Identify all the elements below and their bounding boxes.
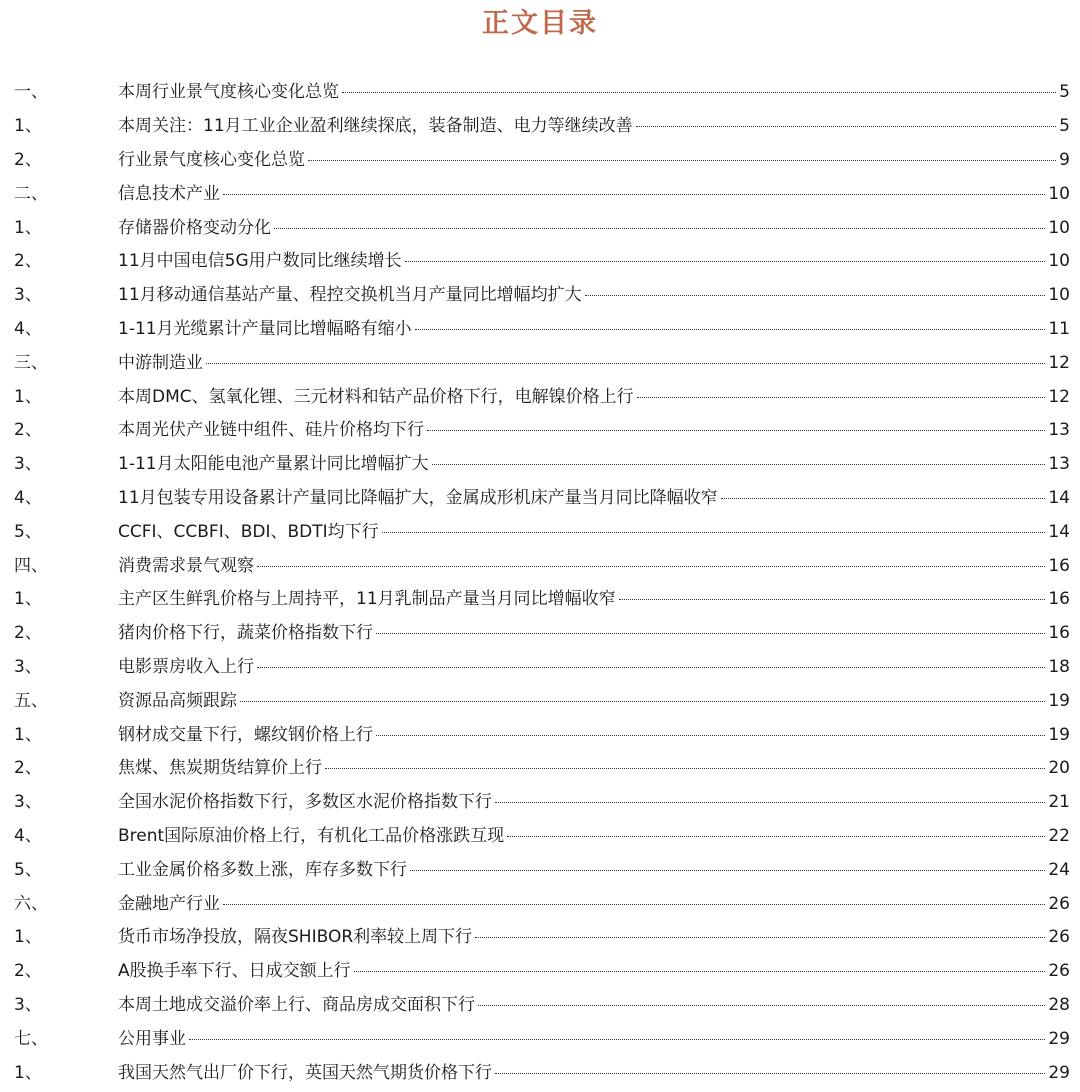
toc-entry[interactable] (14, 850, 1070, 884)
toc-entry-line (118, 415, 1070, 440)
dot-leader (325, 768, 1045, 769)
toc-entry-title[interactable]: A股换手率下行、日成交额上行 (118, 961, 351, 982)
toc-entry-line (118, 584, 1070, 609)
toc-entry[interactable] (14, 715, 1070, 749)
toc-entry-page: 13 (1048, 454, 1070, 475)
toc-entry-page: 5 (1059, 116, 1070, 137)
toc-entry[interactable] (14, 107, 1070, 141)
toc-entry-page: 26 (1048, 893, 1070, 914)
dot-leader (223, 194, 1045, 195)
toc-entry-number: 3、 (14, 792, 42, 813)
toc-entry[interactable] (14, 648, 1070, 682)
toc-entry-line (118, 280, 1070, 305)
dot-leader (206, 363, 1045, 364)
toc-entry-title[interactable]: 电影票房收入上行 (118, 656, 254, 677)
toc-entry-page: 26 (1048, 927, 1070, 948)
dot-leader (415, 329, 1046, 330)
toc-entry[interactable] (14, 479, 1070, 513)
toc-entry-title[interactable]: 消费需求景气观察 (118, 555, 254, 576)
dot-leader (427, 430, 1045, 431)
toc-entry-page: 12 (1048, 352, 1070, 373)
toc-entry[interactable] (14, 1019, 1070, 1053)
toc-entry-number: 3、 (14, 454, 42, 475)
toc-entry-page: 22 (1048, 825, 1070, 846)
toc-entry-line (118, 382, 1070, 407)
toc-entry[interactable] (14, 614, 1070, 648)
toc-entry-number: 2、 (14, 420, 42, 441)
toc-entry-page: 14 (1048, 487, 1070, 508)
toc-entry-title[interactable]: 行业景气度核心变化总览 (118, 149, 305, 170)
toc-entry[interactable] (14, 445, 1070, 479)
toc-entry-page: 13 (1048, 420, 1070, 441)
toc-entry-title[interactable]: 11月移动通信基站产量、程控交换机当月产量同比增幅均扩大 (118, 285, 582, 306)
toc-entry-title[interactable]: 11月中国电信5G用户数同比继续增长 (118, 251, 402, 272)
toc-entry-page: 14 (1048, 521, 1070, 542)
toc-entry-number: 2、 (14, 251, 42, 272)
toc-entry[interactable] (14, 1053, 1070, 1087)
dot-leader (721, 498, 1046, 499)
dot-leader (274, 228, 1045, 229)
toc-entry-page: 9 (1059, 149, 1070, 170)
toc-entry-number: 2、 (14, 961, 42, 982)
dot-leader (189, 1039, 1045, 1040)
dot-leader (376, 633, 1045, 634)
dot-leader (478, 1005, 1045, 1006)
toc-entry-title[interactable]: 1-11月光缆累计产量同比增幅略有缩小 (118, 318, 412, 339)
toc-entry-page: 12 (1048, 386, 1070, 407)
toc-entry[interactable] (14, 276, 1070, 310)
toc-entry[interactable] (14, 817, 1070, 851)
dot-leader (257, 566, 1045, 567)
toc-entry-page: 21 (1048, 792, 1070, 813)
toc-entry-page: 10 (1048, 217, 1070, 238)
toc-entry-page: 19 (1048, 724, 1070, 745)
toc-entry[interactable] (14, 580, 1070, 614)
toc-entry[interactable] (14, 377, 1070, 411)
toc-entry-number: 六、 (14, 893, 48, 914)
dot-leader (376, 735, 1045, 736)
toc-entry-number: 1、 (14, 116, 42, 137)
toc-entry-page: 16 (1048, 623, 1070, 644)
toc-entry-page: 16 (1048, 589, 1070, 610)
toc-entry-page: 11 (1048, 318, 1070, 339)
toc-entry[interactable] (14, 986, 1070, 1020)
toc-entry[interactable] (14, 411, 1070, 445)
toc-entry-number: 2、 (14, 149, 42, 170)
toc-entry-title[interactable]: 存储器价格变动分化 (118, 217, 271, 238)
toc-entry-line (118, 821, 1070, 846)
toc-entry-line (118, 314, 1070, 339)
table-of-contents (14, 73, 1070, 1087)
toc-entry[interactable] (14, 73, 1070, 107)
toc-entry-page: 20 (1048, 758, 1070, 779)
toc-entry-line (118, 956, 1070, 981)
toc-entry-line (118, 1058, 1070, 1083)
toc-entry[interactable] (14, 681, 1070, 715)
dot-leader (308, 160, 1056, 161)
toc-entry-title[interactable]: CCFI、CCBFI、BDI、BDTI均下行 (118, 521, 379, 542)
toc-entry-page: 24 (1048, 859, 1070, 880)
toc-entry-title[interactable]: 焦煤、焦炭期货结算价上行 (118, 758, 322, 779)
toc-entry-line (118, 720, 1070, 745)
toc-entry-number: 1、 (14, 589, 42, 610)
toc-entry-line (118, 990, 1070, 1015)
toc-entry-line (118, 922, 1070, 947)
toc-entry-page: 5 (1059, 82, 1070, 103)
toc-entry[interactable] (14, 242, 1070, 276)
toc-entry-title[interactable]: 公用事业 (118, 1028, 186, 1049)
toc-entry-number: 五、 (14, 690, 48, 711)
dot-leader (410, 870, 1045, 871)
dot-leader (405, 261, 1046, 262)
toc-entry-line (118, 686, 1070, 711)
toc-entry-line (118, 753, 1070, 778)
toc-entry-title[interactable]: 信息技术产业 (118, 183, 220, 204)
toc-entry-number: 二、 (14, 183, 48, 204)
dot-leader (636, 126, 1057, 127)
toc-entry-title[interactable]: 我国天然气出厂价下行，英国天然气期货价格下行 (118, 1062, 492, 1083)
toc-entry[interactable] (14, 783, 1070, 817)
toc-entry-line (118, 213, 1070, 238)
toc-entry-line (118, 618, 1070, 643)
toc-entry-title[interactable]: 本周光伏产业链中组件、硅片价格均下行 (118, 420, 424, 441)
toc-entry-line (118, 652, 1070, 677)
toc-entry-title[interactable]: Brent国际原油价格上行，有机化工品价格涨跌互现 (118, 825, 505, 846)
toc-entry-line (118, 449, 1070, 474)
toc-entry-line (118, 77, 1070, 102)
toc-entry-page: 29 (1048, 1062, 1070, 1083)
toc-entry[interactable] (14, 546, 1070, 580)
toc-entry-number: 4、 (14, 487, 42, 508)
toc-entry-number: 3、 (14, 285, 42, 306)
toc-entry-title[interactable]: 本周DMC、氢氧化锂、三元材料和钴产品价格下行，电解镍价格上行 (118, 386, 634, 407)
toc-entry-number: 1、 (14, 724, 42, 745)
toc-entry[interactable] (14, 343, 1070, 377)
toc-entry[interactable] (14, 141, 1070, 175)
toc-entry-number: 3、 (14, 994, 42, 1015)
toc-entry-title[interactable]: 11月包装专用设备累计产量同比降幅扩大，金属成形机床产量当月同比降幅收窄 (118, 487, 718, 508)
toc-entry-page: 28 (1048, 994, 1070, 1015)
dot-leader (495, 802, 1045, 803)
toc-entry-line (118, 889, 1070, 914)
toc-entry-title[interactable]: 金融地产行业 (118, 893, 220, 914)
toc-entry-page: 18 (1048, 656, 1070, 677)
toc-entry-number: 一、 (14, 82, 48, 103)
toc-entry-line (118, 517, 1070, 542)
toc-entry-line (118, 855, 1070, 880)
toc-entry-line (118, 551, 1070, 576)
toc-entry-number: 1、 (14, 1062, 42, 1083)
page-title: 正文目录 (482, 8, 598, 39)
toc-entry-number: 1、 (14, 927, 42, 948)
dot-leader (585, 295, 1046, 296)
toc-entry-title[interactable]: 本周土地成交溢价率上行、商品房成交面积下行 (118, 994, 475, 1015)
dot-leader (475, 937, 1045, 938)
toc-entry-page: 19 (1048, 690, 1070, 711)
toc-entry-number: 四、 (14, 555, 48, 576)
toc-entry-title[interactable]: 资源品高频跟踪 (118, 690, 237, 711)
toc-entry[interactable] (14, 512, 1070, 546)
dot-leader (619, 599, 1046, 600)
toc-entry-page: 10 (1048, 183, 1070, 204)
toc-entry-line (118, 1024, 1070, 1049)
toc-entry-title[interactable]: 本周关注：11月工业企业盈利继续探底，装备制造、电力等继续改善 (118, 116, 633, 137)
dot-leader (507, 836, 1045, 837)
toc-entry-title[interactable]: 猪肉价格下行，蔬菜价格指数下行 (118, 623, 373, 644)
dot-leader (495, 1073, 1045, 1074)
toc-entry-number: 3、 (14, 656, 42, 677)
toc-entry-page: 16 (1048, 555, 1070, 576)
toc-entry[interactable] (14, 884, 1070, 918)
dot-leader (432, 464, 1046, 465)
dot-leader (342, 92, 1056, 93)
toc-entry[interactable] (14, 310, 1070, 344)
dot-leader (240, 701, 1045, 702)
toc-entry-title[interactable]: 工业金属价格多数上涨，库存多数下行 (118, 859, 407, 880)
toc-entry-page: 26 (1048, 961, 1070, 982)
toc-entry[interactable] (14, 952, 1070, 986)
toc-entry-number: 三、 (14, 352, 48, 373)
toc-entry-title[interactable]: 1-11月太阳能电池产量累计同比增幅扩大 (118, 454, 429, 475)
toc-entry-page: 29 (1048, 1028, 1070, 1049)
toc-entry-number: 1、 (14, 217, 42, 238)
toc-entry-number: 4、 (14, 318, 42, 339)
toc-entry-number: 2、 (14, 758, 42, 779)
toc-entry-line (118, 145, 1070, 170)
toc-entry-title[interactable]: 主产区生鲜乳价格与上周持平，11月乳制品产量当月同比增幅收窄 (118, 589, 616, 610)
dot-leader (354, 971, 1046, 972)
toc-entry[interactable] (14, 918, 1070, 952)
toc-entry[interactable] (14, 749, 1070, 783)
dot-leader (637, 397, 1046, 398)
dot-leader (382, 532, 1046, 533)
toc-entry-number: 5、 (14, 521, 42, 542)
toc-entry-number: 1、 (14, 386, 42, 407)
toc-entry-title[interactable]: 全国水泥价格指数下行，多数区水泥价格指数下行 (118, 792, 492, 813)
dot-leader (257, 667, 1045, 668)
toc-entry-line (118, 483, 1070, 508)
toc-entry-title[interactable]: 本周行业景气度核心变化总览 (118, 82, 339, 103)
toc-entry-line (118, 111, 1070, 136)
toc-entry-page: 10 (1048, 251, 1070, 272)
toc-entry-line (118, 246, 1070, 271)
toc-entry-number: 4、 (14, 825, 42, 846)
dot-leader (223, 904, 1045, 905)
toc-entry-title[interactable]: 钢材成交量下行，螺纹钢价格上行 (118, 724, 373, 745)
toc-entry-line (118, 179, 1070, 204)
toc-entry-line (118, 348, 1070, 373)
toc-entry-number: 七、 (14, 1028, 48, 1049)
toc-entry-title[interactable]: 货币市场净投放，隔夜SHIBOR利率较上周下行 (118, 927, 473, 948)
toc-entry-number: 5、 (14, 859, 42, 880)
toc-entry-title[interactable]: 中游制造业 (118, 352, 203, 373)
toc-entry-number: 2、 (14, 623, 42, 644)
toc-entry-line (118, 787, 1070, 812)
toc-entry-page: 10 (1048, 285, 1070, 306)
toc-entry[interactable] (14, 174, 1070, 208)
toc-entry[interactable] (14, 208, 1070, 242)
